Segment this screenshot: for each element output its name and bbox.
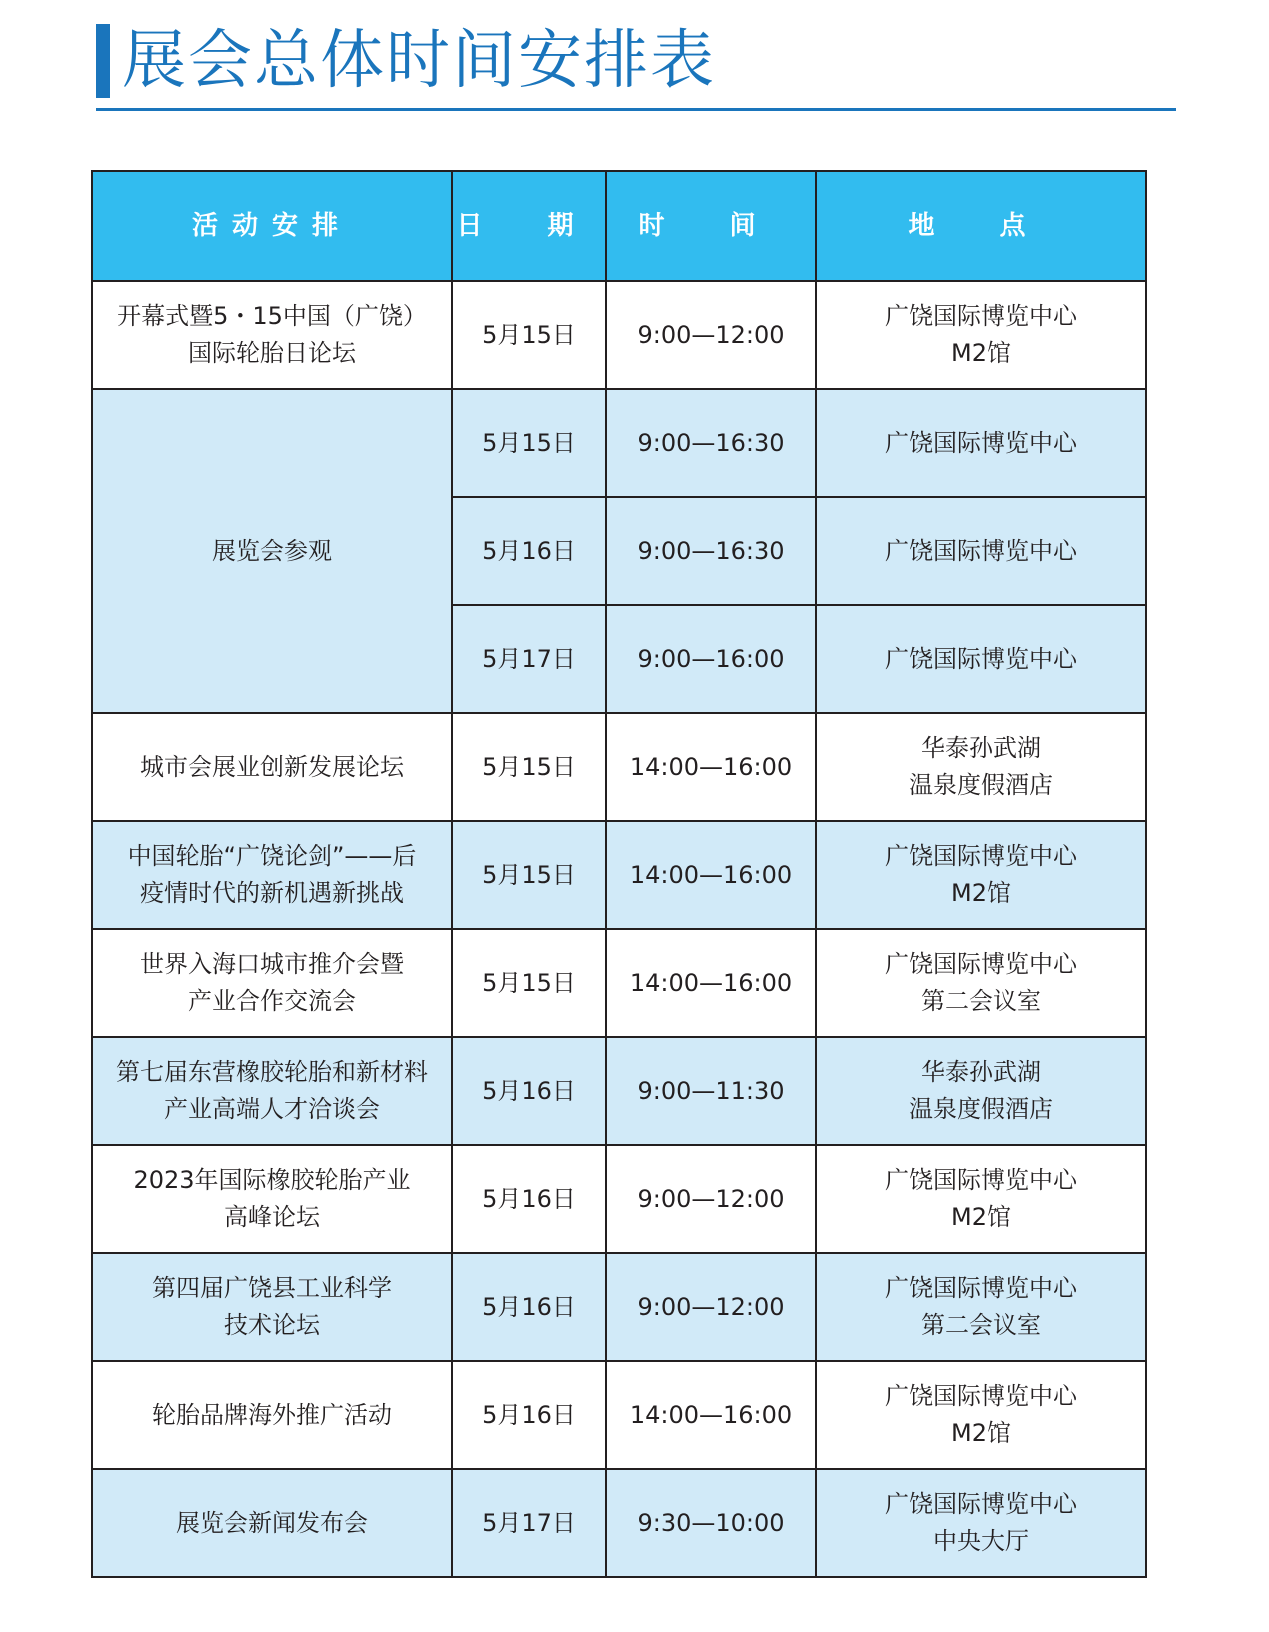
- time-cell: 9:00—12:00: [606, 281, 816, 389]
- activity-cell: [92, 1145, 452, 1253]
- table-row: [92, 281, 1146, 389]
- time-cell: 9:00—11:30: [606, 1037, 816, 1145]
- activity-line: 展览会参观: [212, 536, 332, 565]
- date-cell: 5月17日: [452, 1469, 606, 1577]
- location-line: 华泰孙武湖: [921, 1058, 1041, 1086]
- activity-cell: [92, 1469, 452, 1577]
- activity-line: 技术论坛: [224, 1311, 320, 1339]
- location-cell: [816, 605, 1146, 713]
- date-cell: 5月17日: [452, 605, 606, 713]
- activity-cell: [92, 929, 452, 1037]
- location-line: 第二会议室: [921, 987, 1041, 1015]
- table-row: [92, 929, 1146, 1037]
- time-cell: 14:00—16:00: [606, 1361, 816, 1469]
- location-line: 温泉度假酒店: [909, 771, 1053, 799]
- location-line: 广饶国际博览中心: [885, 950, 1077, 978]
- date-cell: 5月15日: [452, 713, 606, 821]
- location-line: 广饶国际博览中心: [885, 302, 1077, 330]
- table-row: [92, 1145, 1146, 1253]
- location-line: M2馆: [951, 1419, 1011, 1447]
- location-cell: [816, 1037, 1146, 1145]
- activity-line: 轮胎品牌海外推广活动: [152, 1400, 392, 1429]
- date-cell: 5月15日: [452, 389, 606, 497]
- activity-cell: [92, 713, 452, 821]
- schedule-table: [91, 170, 1147, 1578]
- location-line: 第二会议室: [921, 1311, 1041, 1339]
- location-line: M2馆: [951, 1203, 1011, 1231]
- date-cell: 5月15日: [452, 281, 606, 389]
- date-cell: 5月16日: [452, 1037, 606, 1145]
- activity-line: 第七届东营橡胶轮胎和新材料: [116, 1058, 428, 1086]
- activity-line: 高峰论坛: [224, 1203, 320, 1231]
- time-cell: 9:00—12:00: [606, 1253, 816, 1361]
- location-cell: [816, 1361, 1146, 1469]
- location-line: 中央大厅: [933, 1527, 1029, 1555]
- time-cell: 14:00—16:00: [606, 929, 816, 1037]
- table-row: [92, 713, 1146, 821]
- page-title: 展会总体时间安排表: [122, 24, 716, 98]
- activity-cell: [92, 1253, 452, 1361]
- table-row: [92, 1253, 1146, 1361]
- table-row: [92, 1361, 1146, 1469]
- table-row: [92, 1469, 1146, 1577]
- activity-line: 开幕式暨5・15中国（广饶）: [117, 302, 427, 330]
- header-location: 地 点: [816, 171, 1146, 281]
- activity-line: 国际轮胎日论坛: [188, 339, 356, 367]
- location-cell: [816, 821, 1146, 929]
- activity-line: 中国轮胎“广饶论剑”——后: [127, 842, 417, 870]
- activity-line: 第四届广饶县工业科学: [152, 1274, 392, 1302]
- activity-cell: [92, 281, 452, 389]
- location-cell: [816, 1145, 1146, 1253]
- location-line: 广饶国际博览中心: [885, 644, 1077, 673]
- location-cell: [816, 929, 1146, 1037]
- time-cell: 9:00—16:30: [606, 389, 816, 497]
- location-line: M2馆: [951, 879, 1011, 907]
- activity-line: 展览会新闻发布会: [176, 1508, 368, 1537]
- location-line: 广饶国际博览中心: [885, 842, 1077, 870]
- activity-cell: [92, 1361, 452, 1469]
- header-date: 日 期: [452, 171, 606, 281]
- table-row: [92, 389, 1146, 497]
- location-cell: [816, 497, 1146, 605]
- date-cell: 5月16日: [452, 497, 606, 605]
- activity-line: 城市会展业创新发展论坛: [140, 752, 404, 781]
- title-underline: [96, 108, 1176, 111]
- date-cell: 5月15日: [452, 929, 606, 1037]
- activity-line: 产业高端人才洽谈会: [164, 1095, 380, 1123]
- time-cell: 9:00—12:00: [606, 1145, 816, 1253]
- location-line: 华泰孙武湖: [921, 734, 1041, 762]
- location-line: 广饶国际博览中心: [885, 1490, 1077, 1518]
- location-line: 广饶国际博览中心: [885, 428, 1077, 457]
- header-activity: 活动安排: [92, 171, 452, 281]
- activity-cell: [92, 821, 452, 929]
- location-cell: [816, 389, 1146, 497]
- location-cell: [816, 281, 1146, 389]
- date-cell: 5月16日: [452, 1253, 606, 1361]
- page-title-block: [96, 22, 716, 100]
- location-cell: [816, 713, 1146, 821]
- time-cell: 9:00—16:00: [606, 605, 816, 713]
- location-line: 广饶国际博览中心: [885, 1382, 1077, 1410]
- date-cell: 5月16日: [452, 1361, 606, 1469]
- time-cell: 9:30—10:00: [606, 1469, 816, 1577]
- header-time: 时 间: [606, 171, 816, 281]
- time-cell: 9:00—16:30: [606, 497, 816, 605]
- location-line: 广饶国际博览中心: [885, 1166, 1077, 1194]
- location-line: 温泉度假酒店: [909, 1095, 1053, 1123]
- activity-line: 2023年国际橡胶轮胎产业: [133, 1166, 411, 1194]
- activity-line: 产业合作交流会: [188, 987, 356, 1015]
- activity-line: 疫情时代的新机遇新挑战: [140, 879, 404, 907]
- date-cell: 5月16日: [452, 1145, 606, 1253]
- time-cell: 14:00—16:00: [606, 713, 816, 821]
- time-cell: 14:00—16:00: [606, 821, 816, 929]
- location-line: 广饶国际博览中心: [885, 1274, 1077, 1302]
- activity-cell: [92, 389, 452, 713]
- location-line: M2馆: [951, 339, 1011, 367]
- activity-line: 世界入海口城市推介会暨: [140, 950, 404, 978]
- table-row: [92, 821, 1146, 929]
- location-line: 广饶国际博览中心: [885, 536, 1077, 565]
- location-cell: [816, 1469, 1146, 1577]
- table-header-row: [92, 171, 1146, 281]
- location-cell: [816, 1253, 1146, 1361]
- activity-cell: [92, 1037, 452, 1145]
- title-accent-bar: [96, 24, 110, 98]
- table-row: [92, 1037, 1146, 1145]
- date-cell: 5月15日: [452, 821, 606, 929]
